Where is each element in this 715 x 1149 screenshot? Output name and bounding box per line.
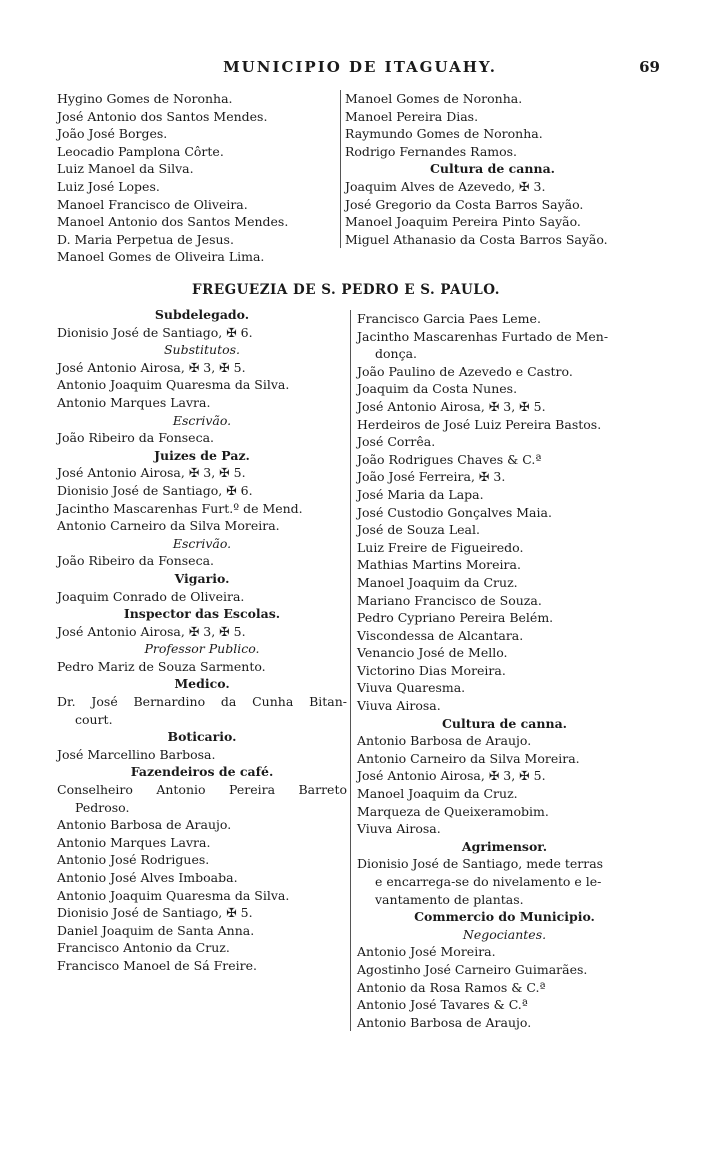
section-heading: Subdelegado. [154, 307, 250, 322]
list-item: Jacintho Mascarenhas Furtado de Men- [357, 328, 609, 344]
list-item: donça. [375, 346, 418, 362]
list-item: Antonio Marques Lavra. [57, 394, 211, 410]
section-heading: Vigario. [174, 570, 230, 586]
list-item: Daniel Joaquim de Santa Anna. [57, 922, 255, 938]
list-item: José de Souza Leal. [357, 522, 480, 538]
list-item: Mathias Martins Moreira. [357, 557, 521, 573]
list-item: Rodrigo Fernandes Ramos. [345, 143, 518, 159]
list-item: Venancio José de Mello. [357, 645, 508, 661]
list-item: João Rodrigues Chaves & C.ª [357, 451, 542, 467]
list-item: Manoel Antonio dos Santos Mendes. [57, 214, 289, 230]
list-item: Hygino Gomes de Noronha. [57, 91, 233, 106]
list-item: Antonio Barbosa de Araujo. [357, 1014, 532, 1030]
section-heading: Fazendeiros de café. [130, 764, 274, 780]
list-item: Luiz José Lopes. [57, 178, 160, 194]
page-number: 69 [639, 58, 660, 76]
list-item: Francisco Garcia Paes Leme. [357, 311, 541, 326]
list-item: José Antonio Airosa, ✠ 3, ✠ 5. [57, 359, 246, 375]
list-item: Joaquim Conrado de Oliveira. [57, 588, 245, 604]
list-item: José Antonio dos Santos Mendes. [57, 108, 268, 124]
list-item: Manoel Joaquim da Cruz. [357, 574, 518, 590]
list-item: Antonio da Rosa Ramos & C.ª [357, 979, 546, 995]
list-item: Manoel Joaquim Pereira Pinto Sayão. [345, 214, 581, 230]
section-subheading: Negociantes. [462, 926, 547, 942]
list-item: Antonio José Moreira. [357, 944, 496, 960]
list-item: Leocadio Pamplona Côrte. [57, 143, 224, 159]
list-item: Pedroso. [75, 799, 130, 815]
section-title: FREGUEZIA DE S. PEDRO E S. PAULO. [192, 282, 500, 298]
list-item: Antonio José Tavares & C.ª [357, 997, 528, 1013]
running-title: MUNICIPIO DE ITAGUAHY. [223, 58, 497, 76]
list-item: Viuva Quaresma. [357, 680, 466, 696]
section-heading: Juizes de Paz. [154, 447, 250, 463]
list-item: Dionisio José de Santiago, ✠ 6. [57, 324, 253, 340]
list-item: Antonio Carneiro da Silva Moreira. [357, 750, 580, 766]
list-item: Mariano Francisco de Souza. [357, 592, 542, 608]
list-item: Pedro Cypriano Pereira Belém. [357, 610, 554, 626]
section-heading: Cultura de canna. [441, 715, 568, 731]
list-item: Joaquim Alves de Azevedo, ✠ 3. [345, 178, 546, 194]
section-heading: Commercio do Municipio. [414, 909, 595, 925]
list-item: Dionisio José de Santiago, ✠ 5. [57, 905, 253, 921]
top-right-column [340, 90, 640, 248]
list-item: Manoel Joaquim da Cruz. [357, 786, 518, 802]
list-item: José Antonio Airosa, ✠ 3, ✠ 5. [357, 768, 546, 784]
list-item: Manoel Pereira Dias. [345, 108, 479, 124]
page-header [60, 58, 660, 82]
list-item: Antonio Joaquim Quaresma da Silva. [57, 377, 290, 393]
section-heading: Inspector das Escolas. [123, 606, 281, 622]
list-item: Antonio Marques Lavra. [57, 834, 211, 850]
list-item: José Antonio Airosa, ✠ 3, ✠ 5. [57, 465, 246, 481]
list-item: Raymundo Gomes de Noronha. [345, 126, 543, 142]
list-item: Herdeiros de José Luiz Pereira Bastos. [357, 416, 602, 432]
list-item: Luiz Freire de Figueiredo. [357, 539, 524, 555]
list-item: Dr. José Bernardino da Cunha Bitan- [57, 694, 347, 710]
list-item: Antonio Joaquim Quaresma da Silva. [57, 887, 290, 903]
section-heading: Medico. [174, 676, 230, 692]
left-column [57, 306, 347, 975]
list-item: João Ribeiro da Fonseca. [57, 430, 215, 446]
list-item: court. [75, 711, 113, 727]
section-heading: Cultura de canna. [429, 161, 556, 177]
list-item: Antonio Barbosa de Araujo. [357, 733, 532, 749]
right-column [350, 310, 652, 1031]
section-subheading: Professor Publico. [144, 641, 260, 657]
list-item: João José Borges. [57, 126, 168, 142]
section-subheading: Escrivão. [172, 412, 232, 428]
list-item: Manoel Gomes de Oliveira Lima. [57, 249, 265, 265]
list-item: e encarrega-se do nivelamento e le- [375, 874, 602, 889]
list-item: Antonio José Rodrigues. [57, 852, 210, 868]
list-item: José Corrêa. [357, 434, 436, 450]
section-subheading: Substitutos. [163, 342, 241, 358]
list-item: Marqueza de Queixeramobim. [357, 803, 549, 819]
list-item: Manoel Gomes de Noronha. [345, 91, 523, 106]
list-item: vantamento de plantas. [375, 891, 524, 907]
list-item: Dionisio José de Santiago, mede terras [357, 856, 604, 872]
list-item: Viuva Airosa. [357, 698, 441, 714]
list-item: D. Maria Perpetua de Jesus. [57, 231, 234, 247]
list-item: Francisco Manoel de Sá Freire. [57, 957, 258, 973]
list-item: Victorino Dias Moreira. [357, 662, 506, 678]
list-item: José Custodio Gonçalves Maia. [357, 504, 552, 520]
list-item: José Antonio Airosa, ✠ 3, ✠ 5. [57, 623, 246, 639]
list-item: Pedro Mariz de Souza Sarmento. [57, 658, 266, 674]
section-subheading: Escrivão. [172, 535, 232, 551]
list-item: Miguel Athanasio da Costa Barros Sayão. [345, 231, 608, 247]
list-item: Viscondessa de Alcantara. [357, 627, 524, 643]
list-item: José Marcellino Barbosa. [57, 746, 216, 762]
list-item: Viuva Airosa. [357, 821, 441, 837]
list-item: Manoel Francisco de Oliveira. [57, 196, 248, 212]
list-item: João José Ferreira, ✠ 3. [357, 469, 506, 485]
list-item: José Antonio Airosa, ✠ 3, ✠ 5. [357, 398, 546, 414]
list-item: Conselheiro Antonio Pereira Barreto [57, 782, 347, 798]
list-item: Antonio Barbosa de Araujo. [57, 817, 232, 833]
list-item: José Gregorio da Costa Barros Sayão. [345, 196, 584, 212]
list-item: Antonio Carneiro da Silva Moreira. [57, 518, 280, 534]
section-heading: Boticario. [167, 729, 237, 745]
list-item: Luiz Manoel da Silva. [57, 161, 194, 177]
list-item: Agostinho José Carneiro Guimarães. [357, 961, 588, 977]
list-item: Francisco Antonio da Cruz. [57, 940, 230, 956]
list-item: Dionisio José de Santiago, ✠ 6. [57, 482, 253, 498]
list-item: José Maria da Lapa. [357, 486, 484, 502]
list-item: João Paulino de Azevedo e Castro. [357, 363, 573, 379]
list-item: Joaquim da Costa Nunes. [357, 381, 518, 397]
list-item: Jacintho Mascarenhas Furt.º de Mend. [57, 500, 303, 516]
section-heading: Agrimensor. [461, 838, 548, 854]
list-item: Antonio José Alves Imboaba. [57, 870, 238, 885]
list-item: João Ribeiro da Fonseca. [57, 553, 215, 569]
top-left-column [57, 90, 332, 266]
